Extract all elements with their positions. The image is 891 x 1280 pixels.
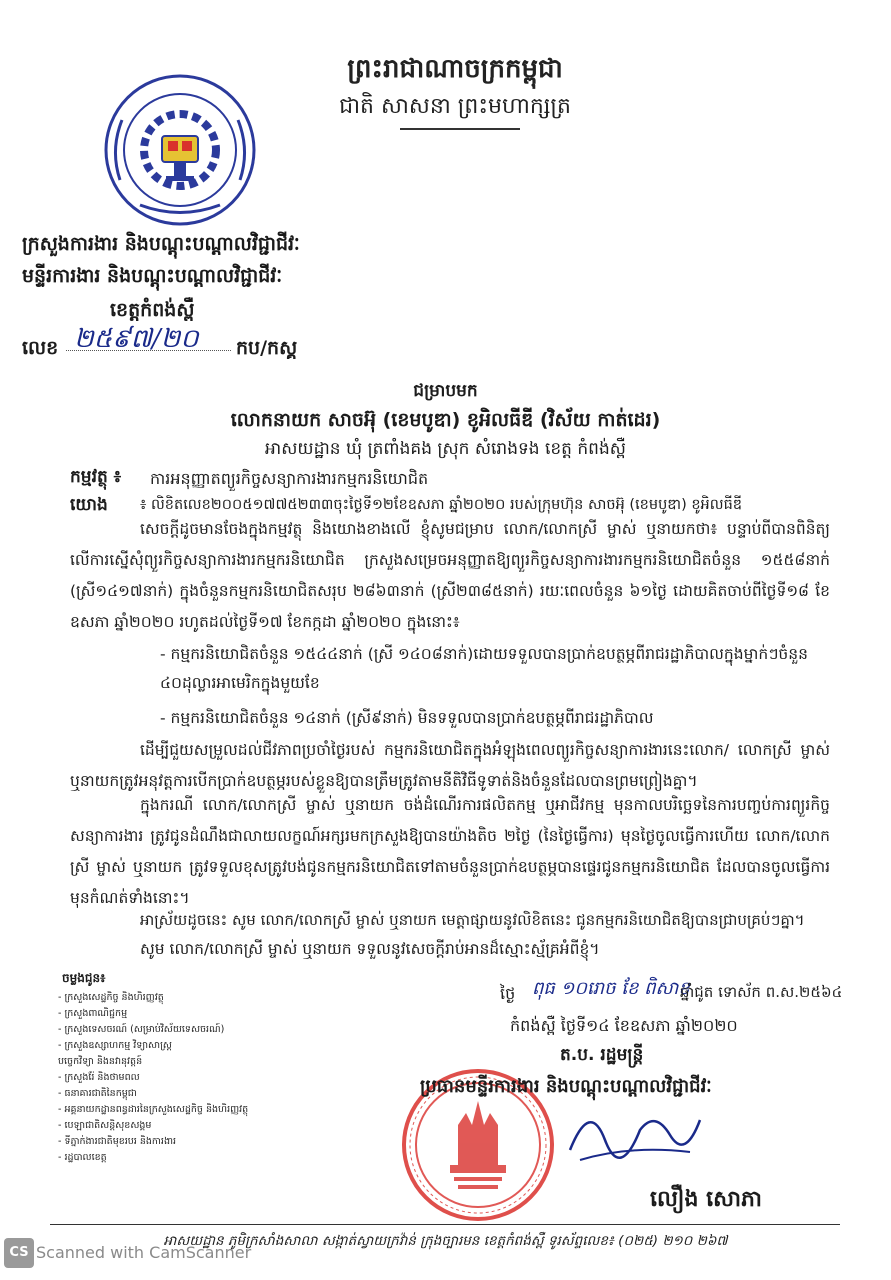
reference-number-label: លេខ bbox=[22, 337, 59, 359]
list-item: - ក្រសួងរ៉ែ និងថាមពល bbox=[58, 1072, 140, 1083]
list-item: - ក្រសួងសេដ្ឋកិច្ច និងហិរញ្ញវត្ថុ bbox=[58, 992, 164, 1003]
body-bullet-1: - កម្មករនិយោជិតចំនួន ១៥៤៤នាក់ (ស្រី ១៤០៨នាក់)ដោយទទួលបានប្រាក់ឧបត្ថម្ភពីរាជរដ្ឋាភិបាលក្នុងម្នាក់ៗចំនួន ៤០ដុល្លារអាមេរិកក្នុងមួយខែ bbox=[160, 645, 808, 692]
national-motto: ជាតិ សាសនា ព្រះមហាក្សត្រ bbox=[339, 94, 571, 119]
director-title: ប្រធានមន្ទីរការងារ និងបណ្តុះបណ្តាលវិជ្ជាជីវៈ bbox=[420, 1076, 712, 1097]
ministry-seal-logo bbox=[100, 70, 260, 230]
on-behalf-of-minister: ត.ប. រដ្ឋមន្ត្រី bbox=[560, 1045, 644, 1065]
list-item: - ក្រសួងឧស្សាហកម្ម វិទ្យាសាស្ត្រ bbox=[58, 1040, 172, 1051]
list-item: - ក្រសួងពាណិជ្ជកម្ម bbox=[58, 1008, 128, 1019]
list-item: - ធនាគារជាតិនៃកម្ពុជា bbox=[58, 1088, 137, 1099]
body-paragraph-1: សេចក្តីដូចមានចែងក្នុងកម្មវត្ថុ និងយោងខាងលើ ខ្ញុំសូមជម្រាប លោក/លោកស្រី ម្ចាស់ ឬនាយកថា៖ បន្ទាប់ពីបានពិនិត្យលើការស្នើសុំព្យួរកិច្ចសន្យាការងារកម្មករនិយោជិត ក្រសួងសម្រេចអនុញ្ញាតឱ្យព្យួរកិច្ចសន្យាការងារកម្មករនិយោជិតចំនួន ១៥៥៨នាក់ (ស្រី១៤១៧នាក់) ក្នុងចំនួនកម្មករនិយោជិតសរុប ២៨៦៣នាក់ (ស្រី២៣៨៥នាក់) រយៈពេលចំនួន ៦១ថ្ងៃ ដោយគិតចាប់ពីថ្ងៃទី១៨ ខែឧសភា ឆ្នាំ២០២០ រហូតដល់ថ្ងៃទី១៧ ខែកក្កដា ឆ្នាំ២០២០ ក្នុងនោះ៖ bbox=[70, 520, 830, 631]
camscanner-logo: CS bbox=[4, 1238, 34, 1268]
reference-label: យោង bbox=[70, 495, 108, 515]
footer-address: អាសយដ្ឋាន ភូមិក្រសាំងសាលា សង្កាត់ស្វាយក្រវ៉ាន់ ក្រុងច្បារមន ខេត្តកំពង់ស្ពឺ ទូរស័ព្ទលេខ៖ (០២៥) ២១០ ២៦៧ bbox=[163, 1233, 728, 1249]
cc-title: ចម្លងជូន៖ bbox=[62, 971, 106, 985]
list-item: - អគ្គនាយកដ្ឋានពន្ធដារនៃក្រសួងសេដ្ឋកិច្ច និងហិរញ្ញវត្ថុ bbox=[58, 1104, 249, 1115]
signatory-name: លឿង សោភា bbox=[650, 1187, 762, 1212]
list-item: - ក្រសួងទេសចរណ៍ (សម្រាប់វិស័យទេសចរណ៍) bbox=[58, 1024, 225, 1035]
body-paragraph-3: ក្នុងករណី លោក/លោកស្រី ម្ចាស់ ឬនាយក ចង់ដំណើរការផលិតកម្ម ឬអាជីវកម្ម មុនកាលបរិច្ឆេទនៃការបញ្ចប់ការព្យួរកិច្ចសន្យាការងារ ត្រូវជូនដំណឹងជាលាយលក្ខណ៍អក្សរមកក្រសួងឱ្យបានយ៉ាងតិច ២ថ្ងៃ (នៃថ្ងៃធ្វើការ) មុនថ្ងៃចូលធ្វើការហើយ លោក/លោកស្រី ម្ចាស់ ឬនាយក ត្រូវទទួលខុសត្រូវបង់ជូនកម្មករនិយោជិតទៅតាមចំនួនប្រាក់ឧបត្ថម្ភបានផ្ទេរជូនកម្មករនិយោជិត ដែលបានចូលធ្វើការមុនកំណត់ទាំងនោះ។ bbox=[70, 796, 830, 907]
lunar-date-handwritten: ពុធ ១០រោច ខែ ពិសាខ bbox=[532, 978, 690, 999]
handwritten-signature bbox=[560, 1090, 710, 1180]
lunar-date-prefix: ថ្ងៃ bbox=[500, 984, 516, 1003]
list-item: បច្ចេកវិទ្យា និងនវានុវត្តន៍ bbox=[58, 1056, 143, 1067]
list-item: - ទីភ្នាក់ងារជាតិមុខរបរ និងការងារ bbox=[58, 1136, 177, 1147]
recipient-name: លោកនាយក សាចអ៊ុ (ខេមបូឌា) ខូអិលធីឌី (វិស័យ កាត់ដេរ) bbox=[230, 409, 661, 431]
recipient-address: អាសយដ្ឋាន ឃុំ ត្រពាំងគង ស្រុក សំរោងទង ខេត្ត កំពង់ស្ពឺ bbox=[265, 439, 626, 459]
motto-divider bbox=[400, 128, 520, 130]
kingdom-title: ព្រះរាជាណាចក្រកម្ពុជា bbox=[347, 54, 563, 84]
subject-text: ការអនុញ្ញាតព្យួរកិច្ចសន្យាការងារកម្មករនិយោជិត bbox=[150, 469, 429, 488]
subject-label: កម្មវត្ថុ ៖ bbox=[70, 467, 122, 487]
list-item: - រដ្ឋបាលខេត្ត bbox=[58, 1152, 107, 1163]
body-bullet-2: - កម្មករនិយោជិតចំនួន ១៤នាក់ (ស្រី៩នាក់) មិនទទួលបានប្រាក់ឧបត្ថម្ភពីរាជរដ្ឋាភិបាល bbox=[160, 709, 654, 727]
department-name: មន្ទីរការងារ និងបណ្តុះបណ្តាលវិជ្ជាជីវៈ bbox=[22, 265, 283, 287]
recipient-label: ជម្រាបមក bbox=[413, 381, 478, 401]
body-paragraph-2: ដើម្បីជួយសម្រួលដល់ជីវភាពប្រចាំថ្ងៃរបស់ កម្មករនិយោជិតក្នុងអំឡុងពេលព្យួរកិច្ចសន្យាការងារនេះលោក/ លោកស្រី ម្ចាស់ ឬនាយកត្រូវអនុវត្តការបើកប្រាក់ឧបត្ថម្ភរបស់ខ្លួនឱ្យបានត្រឹមត្រូវតាមនីតិវិធីទូទាត់និងចំនួនដែលបានព្រមព្រៀងគ្នា។ bbox=[70, 741, 830, 790]
lunar-date-suffix: ឆ្នាំជូត ទោស័ក ព.ស.២៥៦៤ bbox=[680, 983, 843, 1001]
reference-text: ៖ លិខិតលេខ២០០៥១៧៧៥២៣៣ចុះថ្ងៃទី១២ខែឧសភា ឆ្នាំ២០២០ របស់ក្រុមហ៊ុន សាចអ៊ុ (ខេមបូឌា) ខូអិលធីឌី bbox=[140, 497, 742, 513]
cc-list bbox=[58, 990, 298, 1166]
camscanner-watermark: Scanned with CamScanner bbox=[36, 1243, 252, 1262]
body-paragraph-4: អាស្រ័យដូចនេះ សូម លោក/លោកស្រី ម្ចាស់ ឬនាយក មេត្តាផ្សាយនូវលិខិតនេះ ជូនកម្មករនិយោជិតឱ្យបានជ្រាបគ្រប់ៗគ្នា។ bbox=[140, 911, 805, 929]
reference-number-handwritten: ២៥៩៧/២០ bbox=[74, 324, 199, 354]
solar-date: កំពង់ស្ពឺ ថ្ងៃទី១៤ ខែឧសភា ឆ្នាំ២០២០ bbox=[510, 1016, 738, 1035]
ministry-name: ក្រសួងការងារ និងបណ្តុះបណ្តាលវិជ្ជាជីវៈ bbox=[22, 233, 300, 255]
reference-dotted-line bbox=[66, 350, 231, 351]
reference-number-suffix: កប/កស្គ bbox=[236, 337, 298, 359]
body-paragraph-5: សូម លោក/លោកស្រី ម្ចាស់ ឬនាយក ទទួលនូវសេចក្តីរាប់អានដ៏ស្មោះស្ម័គ្រអំពីខ្ញុំ។ bbox=[140, 940, 600, 958]
footer-divider bbox=[50, 1224, 840, 1225]
list-item: - បេឡាជាតិសន្តិសុខសង្គម bbox=[58, 1120, 152, 1131]
province-name: ខេត្តកំពង់ស្ពឺ bbox=[110, 299, 195, 321]
